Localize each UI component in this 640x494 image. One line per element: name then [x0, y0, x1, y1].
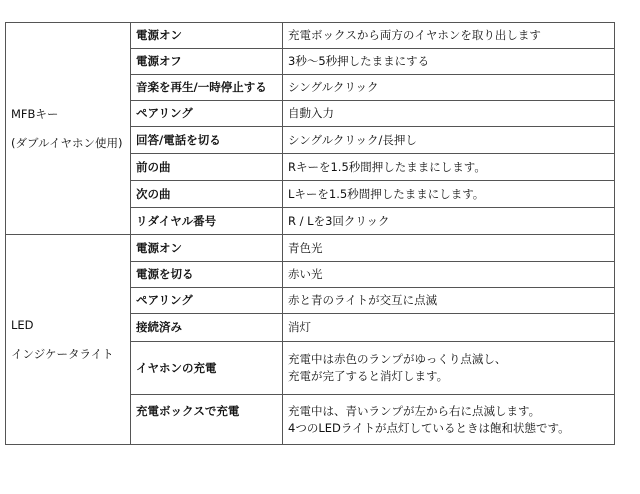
description-line: 自動入力 — [288, 106, 334, 120]
feature-cell: 電源オフ — [131, 49, 283, 75]
feature-cell: イヤホンの充電 — [131, 342, 283, 395]
description-cell — [283, 75, 615, 101]
description-cell — [283, 154, 615, 181]
description-line: R / Lを3回クリック — [288, 213, 390, 228]
feature-cell: 次の曲 — [131, 181, 283, 208]
description-cell — [283, 235, 615, 262]
description-line: 充電中は赤色のランプがゆっくり点滅し、 — [288, 352, 507, 366]
description-cell — [283, 49, 615, 75]
group-label-line: インジケータライト — [11, 346, 114, 361]
spec-table — [5, 22, 615, 445]
group-label-line: (ダブルイヤホン使用) — [11, 135, 123, 150]
description-line: 赤い光 — [288, 267, 323, 281]
description-cell — [283, 314, 615, 342]
table-row — [6, 235, 615, 262]
description-cell — [283, 262, 615, 288]
group-label-line: MFBキー — [11, 106, 59, 121]
description-cell — [283, 181, 615, 208]
feature-cell: 電源オン — [131, 23, 283, 49]
description-line: シングルクリック — [288, 80, 379, 94]
description-line: シングルクリック/長押し — [288, 132, 417, 147]
description-cell — [283, 127, 615, 154]
group-label-led — [6, 235, 131, 445]
feature-cell: ペアリング — [131, 288, 283, 314]
description-line: 充電中は、青いランプが左から右に点滅します。 — [288, 403, 541, 418]
description-line: 消灯 — [288, 320, 311, 334]
feature-cell: ペアリング — [131, 101, 283, 127]
feature-cell: リダイヤル番号 — [131, 208, 283, 235]
feature-cell: 充電ボックスで充電 — [131, 395, 283, 445]
description-cell — [283, 101, 615, 127]
feature-cell: 電源を切る — [131, 262, 283, 288]
description-cell — [283, 342, 615, 395]
description-line: 3秒〜5秒押したままにする — [288, 54, 430, 68]
description-line: Rキーを1.5秒間押したままにします。 — [288, 159, 486, 174]
description-line: 赤と青のライトが交互に点滅 — [288, 293, 438, 307]
feature-cell: 回答/電話を切る — [131, 127, 283, 154]
description-line: 充電ボックスから両方のイヤホンを取り出します — [288, 28, 541, 42]
description-cell — [283, 288, 615, 314]
description-line: 青色光 — [288, 240, 323, 255]
description-cell — [283, 395, 615, 445]
description-line: 4つのLEDライトが点灯しているときは飽和状態です。 — [288, 420, 570, 435]
group-label-line: LED — [11, 317, 34, 332]
description-cell — [283, 208, 615, 235]
description-cell — [283, 23, 615, 49]
group-label-mfb — [6, 23, 131, 235]
feature-cell: 電源オン — [131, 235, 283, 262]
feature-cell: 前の曲 — [131, 154, 283, 181]
table-row — [6, 23, 615, 49]
feature-cell: 音楽を再生/一時停止する — [131, 75, 283, 101]
description-line: Lキーを1.5秒間押したままにします。 — [288, 186, 485, 201]
feature-cell: 接続済み — [131, 314, 283, 342]
description-line: 充電が完了すると消灯します。 — [288, 369, 449, 383]
